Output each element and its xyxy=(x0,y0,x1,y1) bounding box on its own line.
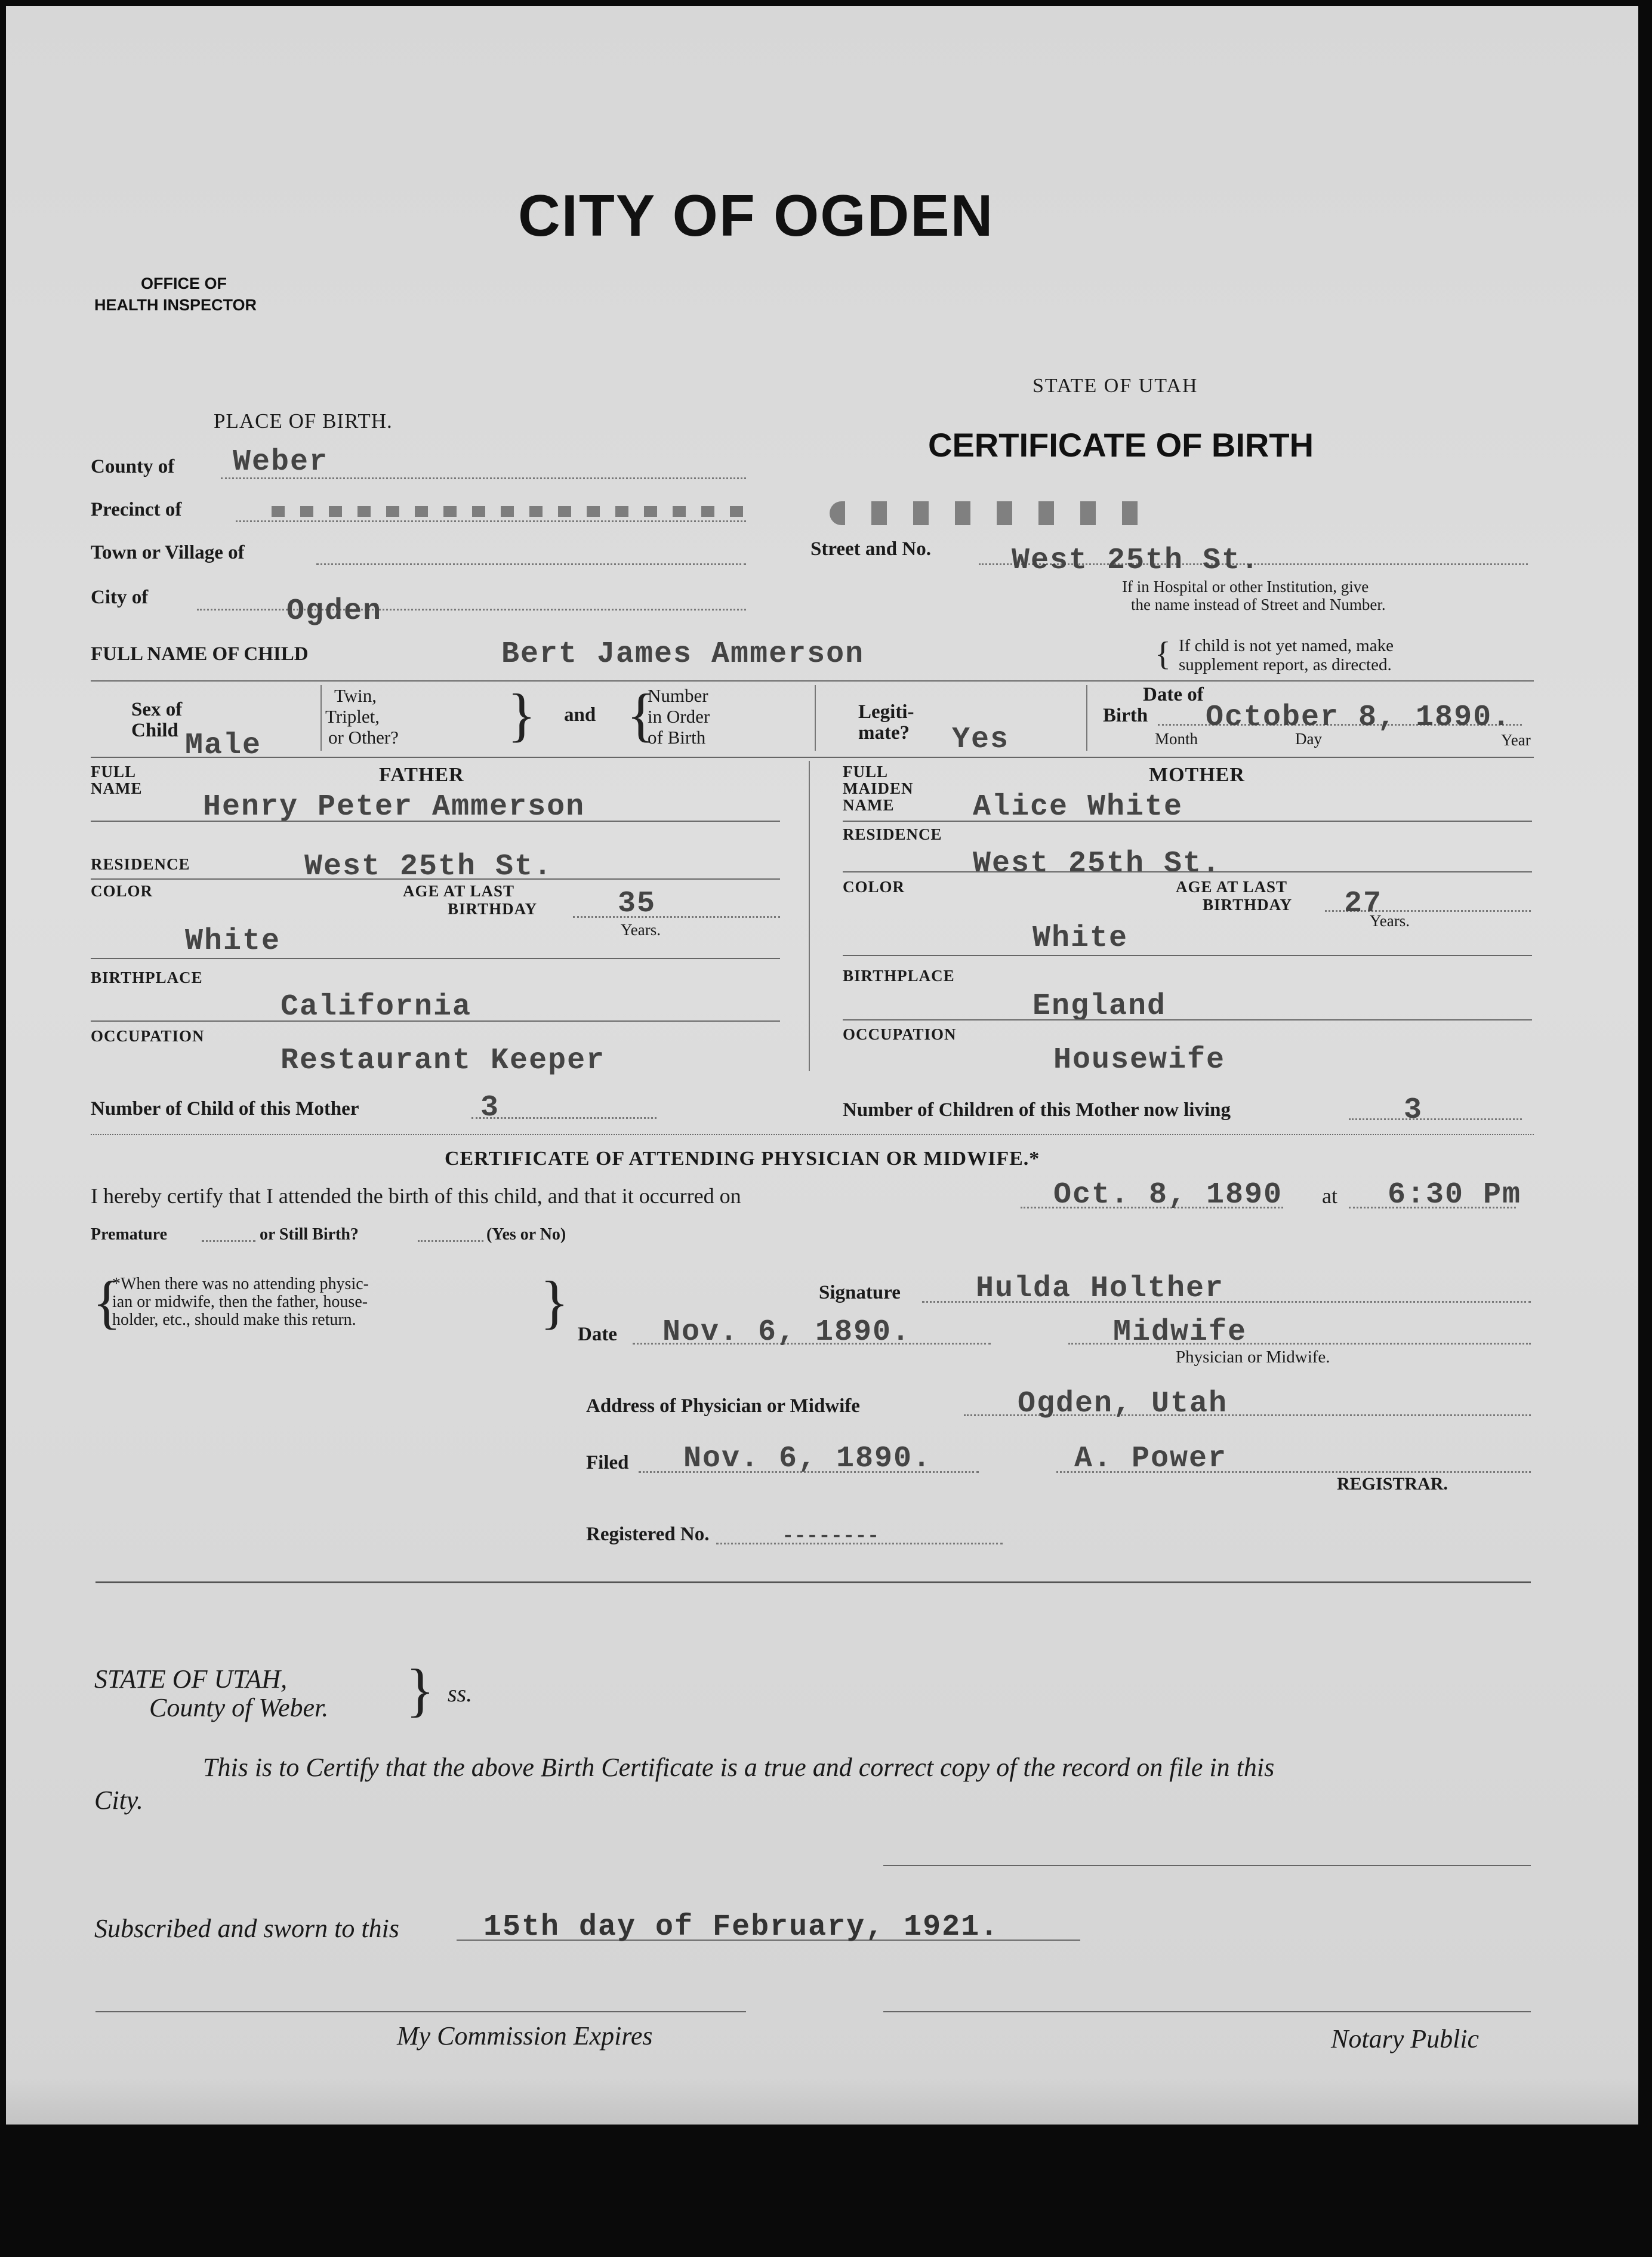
mother-heading: MOTHER xyxy=(1149,764,1245,786)
birth-certificate-page xyxy=(6,6,1638,2125)
mother-living-label: Number of Children of this Mother now living xyxy=(843,1099,1231,1121)
mother-birthplace-value: England xyxy=(1032,989,1167,1023)
physician-certify-text: I hereby certify that I attended the birth of this child, and that it occurred on xyxy=(91,1184,741,1208)
mother-birthplace-label: BIRTHPLACE xyxy=(843,967,955,985)
divider-sex xyxy=(320,685,322,751)
father-age-label-2: BIRTHDAY xyxy=(448,900,538,918)
sig-date-label: Date xyxy=(578,1324,617,1345)
father-color-value: White xyxy=(185,924,281,958)
premature-line xyxy=(202,1240,255,1242)
filed-label: Filed xyxy=(586,1452,629,1473)
father-residence-line xyxy=(91,878,780,880)
physician-note-3: holder, etc., should make this return. xyxy=(112,1311,356,1329)
order-label-1: Number xyxy=(648,685,708,706)
father-color-line xyxy=(91,958,780,959)
commission-line xyxy=(95,2011,746,2012)
child-row-bottom-rule xyxy=(91,757,1534,758)
paper-wear xyxy=(6,2077,1638,2125)
order-label-2: in Order xyxy=(648,706,710,727)
physician-heading: CERTIFICATE OF ATTENDING PHYSICIAN OR MIDWIFE.* xyxy=(445,1148,1040,1170)
registrar-label: REGISTRAR. xyxy=(1337,1474,1448,1494)
child-name-label: FULL NAME OF CHILD xyxy=(91,643,309,665)
dob-day-caption: Day xyxy=(1295,730,1322,748)
father-heading: FATHER xyxy=(379,764,464,786)
street-label: Street and No. xyxy=(810,538,931,560)
child-note-2: supplement report, as directed. xyxy=(1179,655,1392,674)
dob-label-1: Date of xyxy=(1143,684,1204,705)
father-years-caption: Years. xyxy=(621,921,661,939)
twin-label-3: or Other? xyxy=(328,727,399,748)
father-age-line xyxy=(573,916,780,918)
note-brace-left: { xyxy=(93,1269,121,1335)
parents-divider xyxy=(809,761,810,1071)
mother-name-value: Alice White xyxy=(973,790,1183,824)
still-birth-line xyxy=(418,1240,483,1242)
mother-years-caption: Years. xyxy=(1370,912,1410,930)
precinct-line xyxy=(236,520,746,522)
certificate-title: CERTIFICATE OF BIRTH xyxy=(928,426,1314,464)
legit-label-2: mate? xyxy=(858,722,910,744)
divider-order xyxy=(815,685,816,751)
sex-label-1: Sex of xyxy=(131,699,183,720)
place-of-birth-heading: PLACE OF BIRTH. xyxy=(214,409,393,433)
county-label: County of xyxy=(91,456,175,477)
state-heading: STATE OF UTAH xyxy=(1032,375,1198,397)
premature-label: Premature xyxy=(91,1225,168,1244)
father-age-value: 35 xyxy=(618,887,657,921)
yes-no-label: (Yes or No) xyxy=(486,1225,566,1244)
precinct-smudge xyxy=(272,506,749,517)
still-birth-label: or Still Birth? xyxy=(260,1225,359,1244)
notary-brace: } xyxy=(406,1657,434,1723)
county-value: Weber xyxy=(233,445,329,479)
mother-residence-label: RESIDENCE xyxy=(843,825,942,843)
city-value: Ogden xyxy=(286,594,383,628)
address-label: Address of Physician or Midwife xyxy=(586,1395,860,1417)
father-residence-label: RESIDENCE xyxy=(91,855,190,873)
notary-county: County of Weber. xyxy=(149,1693,329,1722)
twin-brace: } xyxy=(507,682,536,748)
midwife-caption: Physician or Midwife. xyxy=(1176,1348,1330,1367)
mother-age-label-2: BIRTHDAY xyxy=(1203,896,1293,914)
twin-label-1: Twin, xyxy=(334,685,377,706)
mother-occupation-label: OCCUPATION xyxy=(843,1025,957,1043)
town-label: Town or Village of xyxy=(91,542,245,563)
mother-living-line xyxy=(1349,1118,1522,1120)
mother-color-line xyxy=(843,955,1532,956)
reg-no-label: Registered No. xyxy=(586,1524,710,1545)
sig-date-value: Nov. 6, 1890. xyxy=(662,1315,911,1349)
child-row-top-rule xyxy=(91,680,1534,682)
dob-month-caption: Month xyxy=(1155,730,1198,748)
father-name-label: NAME xyxy=(91,779,143,797)
and-label: and xyxy=(564,704,596,726)
physician-time-value: 6:30 Pm xyxy=(1388,1178,1522,1212)
father-residence-value: West 25th St. xyxy=(304,850,553,884)
notary-divider xyxy=(95,1581,1531,1583)
father-birthplace-line xyxy=(91,1020,780,1022)
child-note-1: If child is not yet named, make xyxy=(1179,636,1394,655)
child-name-value: Bert James Ammerson xyxy=(501,637,865,671)
precinct-label: Precinct of xyxy=(91,499,182,520)
city-label: City of xyxy=(91,587,149,608)
order-brace: { xyxy=(627,682,655,748)
mother-name-label: NAME xyxy=(843,796,895,814)
signature-value: Hulda Holther xyxy=(976,1272,1225,1306)
twin-label-2: Triplet, xyxy=(325,706,380,727)
dob-label-2: Birth xyxy=(1103,705,1148,726)
legit-label-1: Legiti- xyxy=(858,701,914,723)
note-brace-right: } xyxy=(540,1269,569,1335)
dob-value: October 8, 1890. xyxy=(1206,701,1512,735)
physician-date-value: Oct. 8, 1890 xyxy=(1053,1178,1283,1212)
street-value: West 25th St. xyxy=(1012,544,1260,578)
notary-certify-1: This is to Certify that the above Birth Certificate is a true and correct copy of the record on file in this xyxy=(203,1753,1275,1782)
mother-name-line xyxy=(843,821,1532,822)
father-color-label: COLOR xyxy=(91,882,153,900)
dob-year-caption: Year xyxy=(1501,731,1531,749)
sex-value: Male xyxy=(185,729,262,763)
father-children-label: Number of Child of this Mother xyxy=(91,1098,359,1120)
notary-ss: ss. xyxy=(448,1680,473,1707)
city-line xyxy=(197,609,746,610)
legit-value: Yes xyxy=(952,723,1010,757)
mother-full-label: FULL xyxy=(843,763,889,781)
mother-age-label-1: AGE AT LAST xyxy=(1176,878,1288,896)
mother-birthplace-line xyxy=(843,1019,1532,1020)
address-value: Ogden, Utah xyxy=(1018,1387,1228,1421)
notary-state: STATE OF UTAH, xyxy=(94,1664,288,1694)
divider-legit xyxy=(1086,685,1087,751)
physician-note-2: ian or midwife, then the father, house- xyxy=(112,1293,368,1311)
office-line-2: HEALTH INSPECTOR xyxy=(94,296,257,314)
upper-signature-line xyxy=(883,1865,1531,1866)
notary-certify-2: City. xyxy=(94,1786,143,1815)
street-smudge xyxy=(830,501,1152,525)
signature-label: Signature xyxy=(819,1282,901,1303)
mother-residence-line xyxy=(843,871,1532,872)
father-children-value: 3 xyxy=(480,1091,500,1125)
sex-label-2: Child xyxy=(131,720,178,741)
town-line xyxy=(316,563,746,565)
city-title: CITY OF OGDEN xyxy=(518,183,994,248)
office-line-1: OFFICE OF xyxy=(141,275,227,292)
father-occupation-value: Restaurant Keeper xyxy=(281,1044,606,1078)
hospital-note-2: the name instead of Street and Number. xyxy=(1131,596,1386,613)
father-full-label: FULL xyxy=(91,763,137,781)
mother-color-label: COLOR xyxy=(843,878,905,896)
registrar-value: A. Power xyxy=(1074,1442,1228,1476)
commission-label: My Commission Expires xyxy=(397,2021,653,2051)
midwife-value: Midwife xyxy=(1113,1315,1247,1349)
father-occupation-label: OCCUPATION xyxy=(91,1027,205,1045)
child-note-brace: { xyxy=(1155,636,1171,673)
mother-residence-value: West 25th St. xyxy=(973,847,1222,881)
mother-living-value: 3 xyxy=(1404,1093,1423,1127)
father-birthplace-label: BIRTHPLACE xyxy=(91,969,203,986)
father-name-value: Henry Peter Ammerson xyxy=(203,790,585,824)
sworn-label: Subscribed and sworn to this xyxy=(94,1914,399,1943)
notary-line xyxy=(883,2011,1531,2012)
notary-public-label: Notary Public xyxy=(1331,2024,1480,2054)
mother-maiden-label: MAIDEN xyxy=(843,779,914,797)
mother-color-value: White xyxy=(1032,921,1129,955)
physician-at-label: at xyxy=(1322,1184,1337,1208)
sworn-value: 15th day of February, 1921. xyxy=(483,1910,1000,1944)
hospital-note-1: If in Hospital or other Institution, give xyxy=(1122,578,1369,596)
father-age-label-1: AGE AT LAST xyxy=(403,882,515,900)
father-birthplace-value: California xyxy=(281,990,472,1024)
children-row-rule xyxy=(91,1134,1534,1135)
mother-occupation-value: Housewife xyxy=(1053,1043,1226,1077)
order-label-3: of Birth xyxy=(648,727,706,748)
reg-no-value: -------- xyxy=(782,1525,880,1548)
physician-note-1: *When there was no attending physic- xyxy=(112,1275,369,1293)
mother-age-value: 27 xyxy=(1344,887,1383,921)
father-name-line xyxy=(91,821,780,822)
filed-value: Nov. 6, 1890. xyxy=(683,1442,932,1476)
